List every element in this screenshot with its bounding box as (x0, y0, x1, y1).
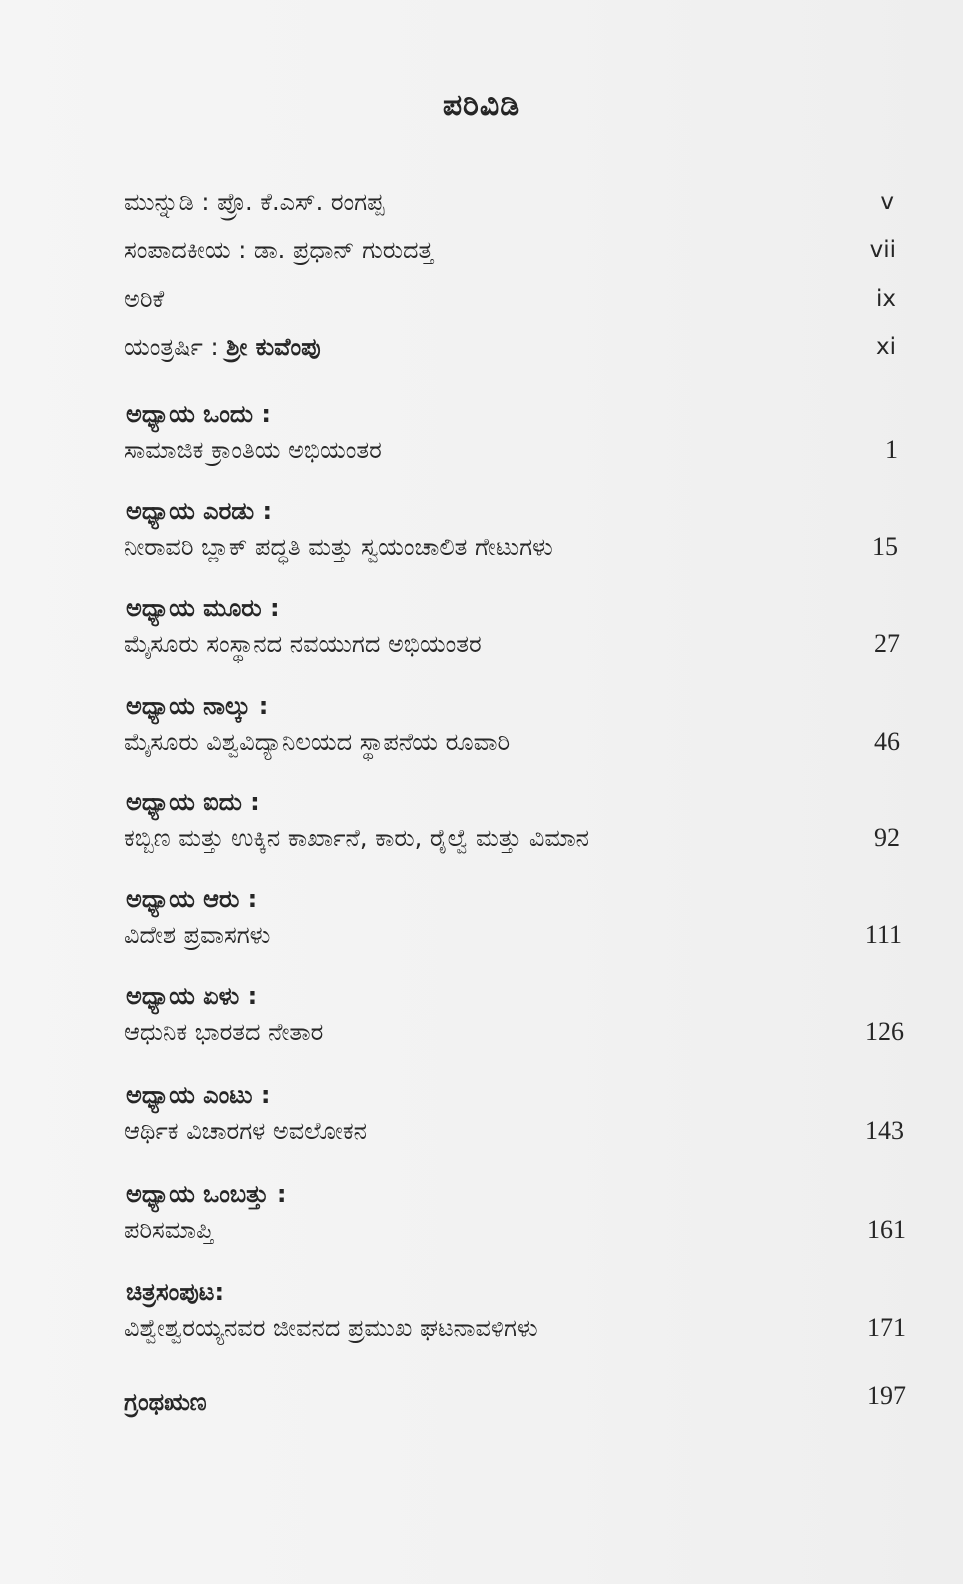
toc-entry-chapter-9 (124, 1210, 904, 1250)
toc-entry-chapter-5 (124, 818, 904, 858)
toc-entry-page: ix (875, 286, 896, 312)
toc-entry-page: xi (875, 334, 896, 360)
chapter-heading: ಅಧ್ಯಾಯ ಒಂದು : (126, 400, 272, 428)
chapter-page: 92 (874, 823, 900, 852)
toc-entry-preface (124, 279, 904, 319)
chapter-page: 161 (867, 1215, 906, 1244)
chapter-title: ಕಬ್ಬಿಣ ಮತ್ತು ಉಕ್ಕಿನ ಕಾರ್ಖಾನೆ, ಕಾರು, ರೈಲ್ವೆ ಮತ್ತು ವಿಮಾನ (124, 824, 590, 852)
toc-entry-label (124, 327, 321, 367)
chapter-title: ವಿದೇಶ ಪ್ರವಾಸಗಳು (124, 921, 271, 949)
toc-entry-chapter-6 (124, 915, 904, 955)
toc-entry-photo-album (124, 1308, 904, 1348)
toc-entry-chapter-3 (124, 624, 904, 664)
chapter-heading: ಅಧ್ಯಾಯ ಎಂಟು : (126, 1081, 271, 1109)
toc-entry-editorial (124, 230, 904, 270)
chapter-title: ಪರಿಸಮಾಪ್ತಿ (124, 1216, 214, 1244)
chapter-heading: ಅಧ್ಯಾಯ ಎರಡು : (126, 497, 273, 525)
chapter-title: ಸಾಮಾಜಿಕ ಕ್ರಾಂತಿಯ ಅಭಿಯಂತರ (124, 436, 382, 464)
toc-entry-chapter-7 (124, 1012, 904, 1052)
chapter-page: 15 (872, 532, 898, 561)
chapter-heading: ಅಧ್ಯಾಯ ಮೂರು : (126, 594, 280, 622)
toc-entry-page: vii (869, 237, 896, 263)
toc-entry-label-strong: ಶ್ರೀ ಕುವೆಂಪು (226, 333, 321, 361)
chapter-page: 27 (874, 629, 900, 658)
chapter-title: ಮೈಸೂರು ಸಂಸ್ಥಾನದ ನವಯುಗದ ಅಭಿಯಂತರ (124, 630, 482, 658)
chapter-page: 143 (865, 1116, 904, 1145)
chapter-heading: ಅಧ್ಯಾಯ ಏಳು : (126, 982, 258, 1010)
chapter-title: ವಿಶ್ವೇಶ್ವರಯ್ಯನವರ ಜೀವನದ ಪ್ರಮುಖ ಘಟನಾವಳಿಗಳು (124, 1314, 538, 1342)
toc-entry-tribute (124, 327, 904, 367)
chapter-heading: ಅಧ್ಯಾಯ ನಾಲ್ಕು : (126, 692, 269, 720)
chapter-page: 171 (867, 1313, 906, 1342)
chapter-title: ನೀರಾವರಿ ಬ್ಲಾಕ್ ಪದ್ಧತಿ ಮತ್ತು ಸ್ವಯಂಚಾಲಿತ ಗೇಟುಗಳು (124, 533, 553, 561)
toc-entry-label: ಅರಿಕೆ (124, 285, 165, 313)
toc-entry-label: ಮುನ್ನುಡಿ : ಪ್ರೊ. ಕೆ.ಎಸ್. ರಂಗಪ್ಪ (124, 188, 385, 216)
toc-entry-bibliography (124, 1382, 904, 1422)
bibliography-label: ಗ್ರಂಥಋಣ (124, 1388, 207, 1416)
chapter-heading: ಚಿತ್ರಸಂಪುಟ: (126, 1278, 225, 1306)
page-title: ಪರಿವಿಡಿ (442, 88, 521, 123)
chapter-page: 111 (864, 920, 902, 949)
toc-entry-label-prefix: ಯಂತ್ರರ್ಷಿ : (124, 333, 227, 361)
chapter-page: 1 (885, 435, 898, 464)
toc-entry-chapter-4 (124, 722, 904, 762)
toc-entry-chapter-2 (124, 527, 904, 567)
chapter-page: 46 (874, 727, 900, 756)
chapter-heading: ಅಧ್ಯಾಯ ಆರು : (126, 885, 258, 913)
toc-entry-foreword (124, 182, 904, 222)
chapter-title: ಆರ್ಥಿಕ ವಿಚಾರಗಳ ಅವಲೋಕನ (124, 1117, 367, 1145)
chapter-heading: ಅಧ್ಯಾಯ ಒಂಬತ್ತು : (126, 1180, 287, 1208)
chapter-title: ಆಧುನಿಕ ಭಾರತದ ನೇತಾರ (124, 1018, 324, 1046)
toc-entry-label: ಸಂಪಾದಕೀಯ : ಡಾ. ಪ್ರಧಾನ್ ಗುರುದತ್ತ (124, 236, 434, 264)
toc-entry-chapter-8 (124, 1111, 904, 1151)
toc-entry-page: v (880, 189, 894, 215)
chapter-heading: ಅಧ್ಯಾಯ ಐದು : (126, 788, 260, 816)
toc-entry-chapter-1 (124, 430, 904, 470)
chapter-title: ಮೈಸೂರು ವಿಶ್ವವಿದ್ಯಾನಿಲಯದ ಸ್ಥಾಪನೆಯ ರೂವಾರಿ (124, 728, 511, 756)
bibliography-page: 197 (867, 1381, 906, 1410)
chapter-page: 126 (865, 1017, 904, 1046)
